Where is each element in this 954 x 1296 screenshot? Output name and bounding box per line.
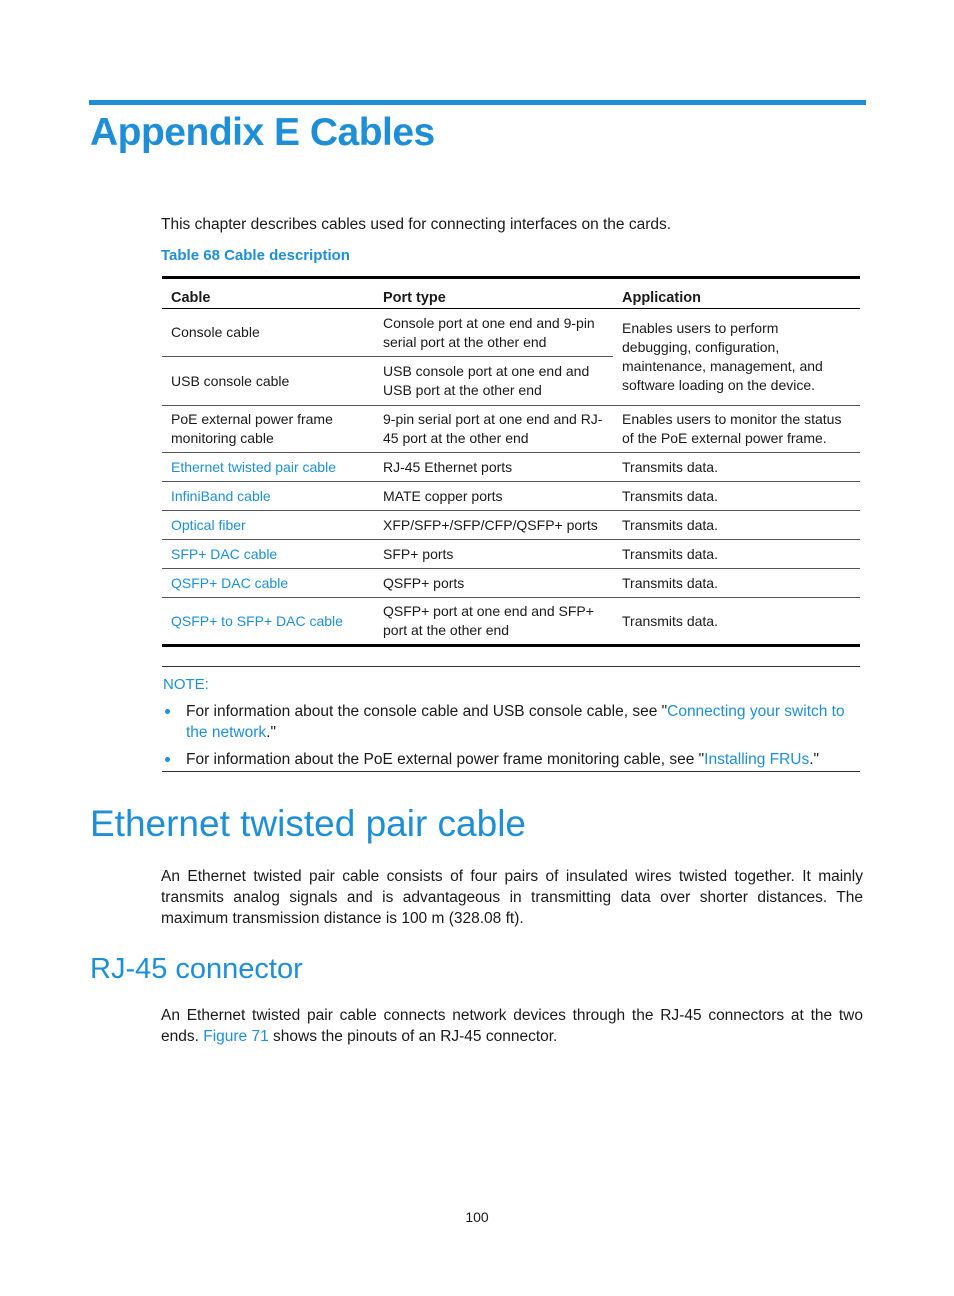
cell-cable: PoE external power frame monitoring cable <box>162 406 374 453</box>
section-title: Ethernet twisted pair cable <box>90 803 527 844</box>
cell-port-type: XFP/SFP+/SFP/CFP/QSFP+ ports <box>374 511 613 540</box>
link-connecting-switch-to-network[interactable]: Connecting your switch to the network <box>186 703 845 741</box>
cable-link-qsfp-dac[interactable]: QSFP+ DAC cable <box>162 569 374 598</box>
cell-port-type: QSFP+ ports <box>374 569 613 598</box>
subsection-text: An Ethernet twisted pair cable connects network devices through the RJ-45 connectors at the two ends. <box>161 1007 863 1045</box>
cell-application: Enables users to perform debugging, configuration, maintenance, management, and software loading on the device. <box>613 309 860 406</box>
cell-cable: Console cable <box>162 309 374 357</box>
chapter-top-rule <box>89 100 866 105</box>
cell-port-type: 9-pin serial port at one end and RJ-45 port at the other end <box>374 406 613 453</box>
note-box <box>162 666 860 772</box>
table-row <box>162 453 860 482</box>
cable-link-sfp-dac[interactable]: SFP+ DAC cable <box>162 540 374 569</box>
cable-description-table <box>162 276 860 647</box>
cable-link-qsfp-to-sfp-dac[interactable]: QSFP+ to SFP+ DAC cable <box>171 612 343 629</box>
table-row <box>162 511 860 540</box>
cell-application: Transmits data. <box>613 453 860 482</box>
cell-application: Transmits data. <box>613 569 860 598</box>
link-figure-71[interactable]: Figure 71 <box>203 1028 269 1045</box>
subsection-paragraph <box>161 1005 863 1047</box>
note-text-suffix: ." <box>266 724 276 741</box>
cell-application: Transmits data. <box>613 482 860 511</box>
intro-paragraph: This chapter describes cables used for connecting interfaces on the cards. <box>161 216 672 233</box>
subsection-title: RJ-45 connector <box>90 953 303 985</box>
cell-port-type: RJ-45 Ethernet ports <box>374 453 613 482</box>
cable-link-infiniband[interactable]: InfiniBand cable <box>162 482 374 511</box>
cell-application: Transmits data. <box>613 511 860 540</box>
note-item <box>162 701 860 743</box>
page-number: 100 <box>465 1209 489 1225</box>
table-row <box>162 309 860 357</box>
cell-port-type: MATE copper ports <box>374 482 613 511</box>
header-port-type: Port type <box>374 278 613 309</box>
note-list <box>162 701 860 776</box>
table-row <box>162 482 860 511</box>
link-installing-frus[interactable]: Installing FRUs <box>704 751 810 768</box>
bullet-icon <box>165 757 170 762</box>
cable-link-optical-fiber[interactable]: Optical fiber <box>162 511 374 540</box>
cell-application: Transmits data. <box>622 612 718 629</box>
section-paragraph: An Ethernet twisted pair cable consists of four pairs of insulated wires twisted together. It mainly transmits analog signals and is advantageous in transmitting data over shorter distances. The maximum transmission distance is 100 m (328.08 ft). <box>161 868 863 927</box>
header-cable: Cable <box>162 278 374 309</box>
chapter-title: Appendix E Cables <box>90 111 435 154</box>
table-caption: Table 68 Cable description <box>161 247 350 264</box>
cell-port-type: QSFP+ port at one end and SFP+ port at the other end <box>383 603 594 638</box>
cell-application: Transmits data. <box>613 540 860 569</box>
table-row <box>162 540 860 569</box>
table-header-row <box>162 278 860 309</box>
cell-port-type: Console port at one end and 9-pin serial port at the other end <box>374 309 613 357</box>
note-text: For information about the PoE external power frame monitoring cable, see " <box>186 751 705 768</box>
note-item <box>162 749 860 770</box>
subsection-text-suffix: shows the pinouts of an RJ-45 connector. <box>268 1028 558 1045</box>
cell-application: Enables users to monitor the status of the PoE external power frame. <box>613 406 860 453</box>
note-text: For information about the console cable and USB console cable, see " <box>186 703 668 720</box>
header-application: Application <box>613 278 860 309</box>
table-row <box>162 598 860 646</box>
bullet-icon <box>165 709 170 714</box>
table-row <box>162 569 860 598</box>
cell-port-type: SFP+ ports <box>374 540 613 569</box>
cell-cable: USB console cable <box>162 357 374 406</box>
note-label: NOTE: <box>163 676 209 693</box>
table-row <box>162 406 860 453</box>
note-text-suffix: ." <box>809 751 820 768</box>
cable-link-ethernet-twisted-pair[interactable]: Ethernet twisted pair cable <box>162 453 374 482</box>
cell-port-type: USB console port at one end and USB port at the other end <box>374 357 613 406</box>
